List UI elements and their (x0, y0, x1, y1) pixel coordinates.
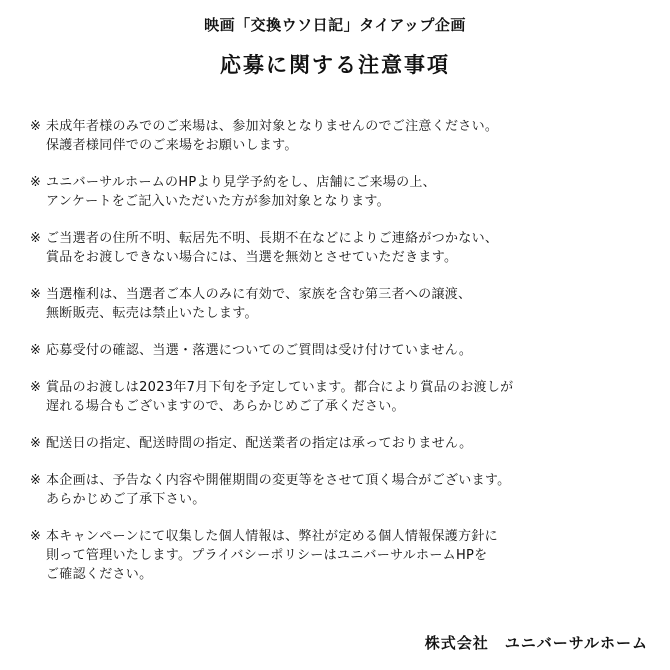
notice-line: あらかじめご了承下さい。 (46, 492, 206, 507)
page-title: 応募に関する注意事項 (220, 53, 450, 77)
notice-line: 無断販売、転売は禁止いたします。 (46, 306, 258, 321)
notice-line: ご確認ください。 (46, 567, 153, 582)
notice-mark: ※ (30, 473, 42, 488)
notice-item (30, 285, 650, 323)
company-name: 株式会社 ユニバーサルホーム (424, 634, 648, 652)
notice-mark: ※ (30, 380, 42, 395)
notice-item (30, 471, 650, 509)
notice-line: 則って管理いたします。プライバシーポリシーはユニバーサルホームHPを (46, 548, 488, 563)
notice-list (30, 117, 650, 602)
notice-item (30, 378, 650, 416)
notice-mark: ※ (30, 175, 42, 190)
notice-item (30, 117, 650, 155)
notice-line: 賞品をお渡しできない場合には、当選を無効とさせていただきます。 (46, 250, 458, 265)
notice-line: 遅れる場合もございますので、あらかじめご了承ください。 (46, 399, 405, 414)
notice-line: 本キャンペーンにて収集した個人情報は、弊社が定める個人情報保護方針に (46, 529, 498, 544)
notice-line: 応募受付の確認、当選・落選についてのご質問は受け付けていません。 (46, 343, 473, 358)
notice-line: アンケートをご記入いただいた方が参加対象となります。 (46, 194, 390, 209)
notice-mark: ※ (30, 231, 42, 246)
notice-line: 保護者様同伴でのご来場をお願いします。 (46, 138, 298, 153)
campaign-subtitle: 映画「交換ウソ日記」タイアップ企画 (204, 16, 466, 34)
notice-line: 配送日の指定、配送時間の指定、配送業者の指定は承っておりません。 (46, 436, 473, 451)
notice-item (30, 229, 650, 267)
notice-item (30, 527, 650, 584)
notice-line: ご当選者の住所不明、転居先不明、長期不在などによりご連絡がつかない、 (46, 231, 499, 246)
notice-line: 当選権利は、当選者ご本人のみに有効で、家族を含む第三者への譲渡、 (46, 287, 472, 302)
notice-line: 賞品のお渡しは2023年7月下旬を予定しています。都合により賞品のお渡しが (46, 380, 514, 395)
notice-item (30, 173, 650, 211)
notice-mark: ※ (30, 436, 42, 451)
notice-mark: ※ (30, 287, 42, 302)
notice-mark: ※ (30, 529, 42, 544)
notice-mark: ※ (30, 343, 42, 358)
notice-mark: ※ (30, 119, 42, 134)
notice-line: 未成年者様のみでのご来場は、参加対象となりませんのでご注意ください。 (46, 119, 499, 134)
notice-item (30, 341, 650, 360)
notice-line: ユニバーサルホームのHPより見学予約をし、店舗にご来場の上、 (46, 175, 436, 190)
notice-line: 本企画は、予告なく内容や開催期間の変更等をさせて頂く場合がございます。 (46, 473, 511, 488)
notice-item (30, 434, 650, 453)
